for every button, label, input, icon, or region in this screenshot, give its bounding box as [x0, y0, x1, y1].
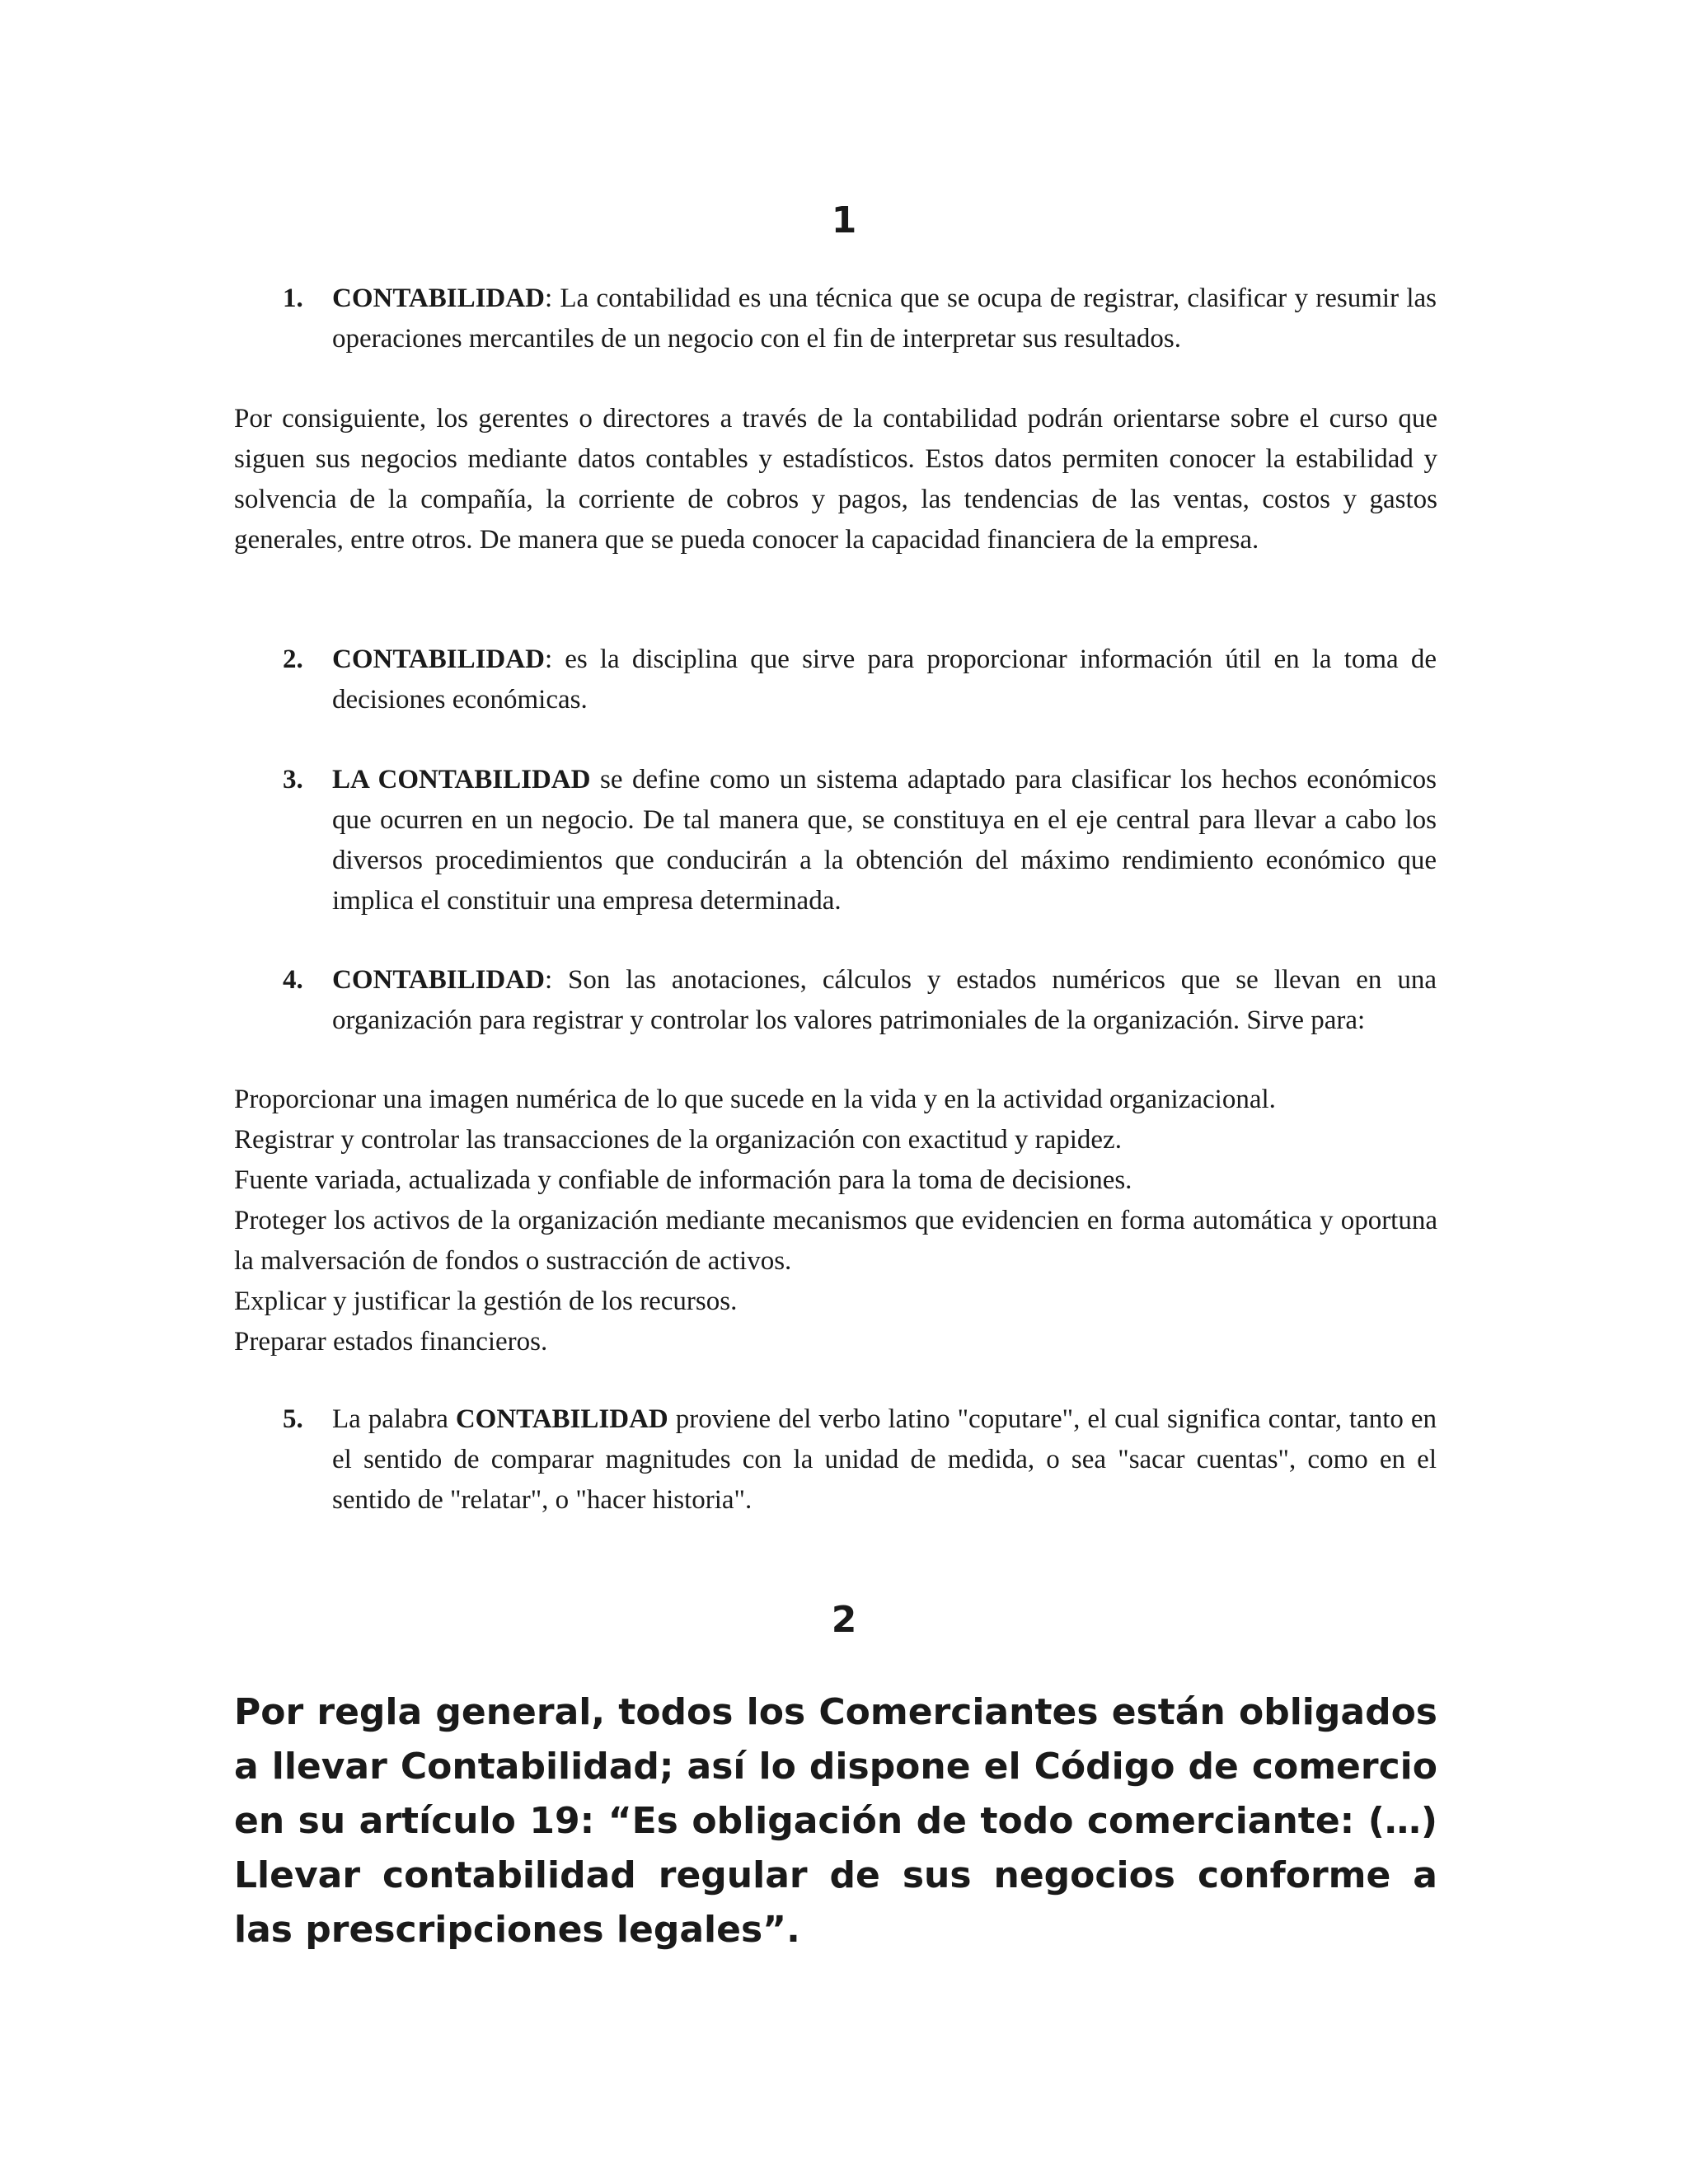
definition-item-1 — [283, 279, 1437, 359]
item-text — [332, 640, 1437, 720]
item-term: CONTABILIDAD — [455, 1404, 668, 1434]
item-term: CONTABILIDAD — [332, 644, 545, 674]
item-body: proviene del verbo latino "coputare", el cual significa contar, tanto en el sentido de comparar magnitudes con la unidad de medida, o sea "sacar cuentas", como en el sentido de "relatar", o "hacer historia". — [332, 1404, 1437, 1515]
section-2-statement: Por regla general, todos los Comerciantes están obligados a llevar Contabilidad; así lo dispone el Código de comercio en su artículo 19: “Es obligación de todo comerciante: (…) Llevar contabilidad regular de sus negocios conforme a las prescripciones legales”. — [234, 1691, 1437, 1951]
section-number-1: 1 — [831, 199, 857, 241]
item-body: se define como un sistema adaptado para clasificar los hechos económicos que ocurren en un negocio. De tal manera que, se constituya en el eje central para llevar a cabo los diversos procedimientos que conducirán a la obtención del máximo rendimiento económico que implica el constituir una empresa determinada. — [332, 765, 1437, 916]
item-number: 1. — [283, 284, 303, 313]
item-term: CONTABILIDAD — [332, 965, 545, 995]
item-body: : es la disciplina que sirve para proporcionar información útil en la toma de decisiones económicas. — [332, 644, 1437, 715]
item-number: 5. — [283, 1404, 303, 1434]
paragraph-consiguiente: Por consiguiente, los gerentes o directores a través de la contabilidad podrán orientarse sobre el curso que siguen sus negocios mediante datos contables y estadísticos. Estos datos permiten conocer la estabilidad y solvencia de la compañía, la corriente de cobros y pagos, las tendencias de las ventas, costos y gastos generales, entre otros. De manera que se pueda conocer la capacidad financiera de la empresa. — [234, 404, 1437, 555]
item-text — [332, 1399, 1437, 1521]
uses-line: Registrar y controlar las transacciones de la organización con exactitud y rapidez. — [234, 1125, 1122, 1155]
uses-line: Explicar y justificar la gestión de los recursos. — [234, 1286, 738, 1316]
uses-line: Preparar estados financieros. — [234, 1327, 548, 1357]
item-number: 4. — [283, 965, 303, 995]
item-number: 3. — [283, 765, 303, 794]
uses-line: Proporcionar una imagen numérica de lo que sucede en la vida y en la actividad organizacional. — [234, 1085, 1276, 1114]
item-text — [332, 960, 1437, 1041]
item-number: 2. — [283, 644, 303, 674]
definition-item-2 — [283, 640, 1437, 720]
item-text — [332, 279, 1437, 359]
definition-item-3 — [283, 760, 1437, 921]
item-body: : La contabilidad es una técnica que se ocupa de registrar, clasificar y resumir las operaciones mercantiles de un negocio con el fin de interpretar sus resultados. — [332, 284, 1437, 354]
item-text — [332, 760, 1437, 921]
item-term: LA CONTABILIDAD — [332, 765, 591, 794]
uses-line: Proteger los activos de la organización mediante mecanismos que evidencien en forma automática y oportuna la malversación de fondos o sustracción de activos. — [234, 1206, 1437, 1276]
definition-item-5 — [283, 1399, 1437, 1521]
uses-list — [234, 1080, 1437, 1362]
item-body: : Son las anotaciones, cálculos y estados numéricos que se llevan en una organización para registrar y controlar los valores patrimoniales de la organización. Sirve para: — [332, 965, 1437, 1035]
uses-line: Fuente variada, actualizada y confiable de información para la toma de decisiones. — [234, 1165, 1132, 1195]
item-term: CONTABILIDAD — [332, 284, 545, 313]
item-prefix: La palabra — [332, 1404, 456, 1434]
section-number-2: 2 — [831, 1599, 857, 1641]
definition-item-4 — [283, 960, 1437, 1041]
